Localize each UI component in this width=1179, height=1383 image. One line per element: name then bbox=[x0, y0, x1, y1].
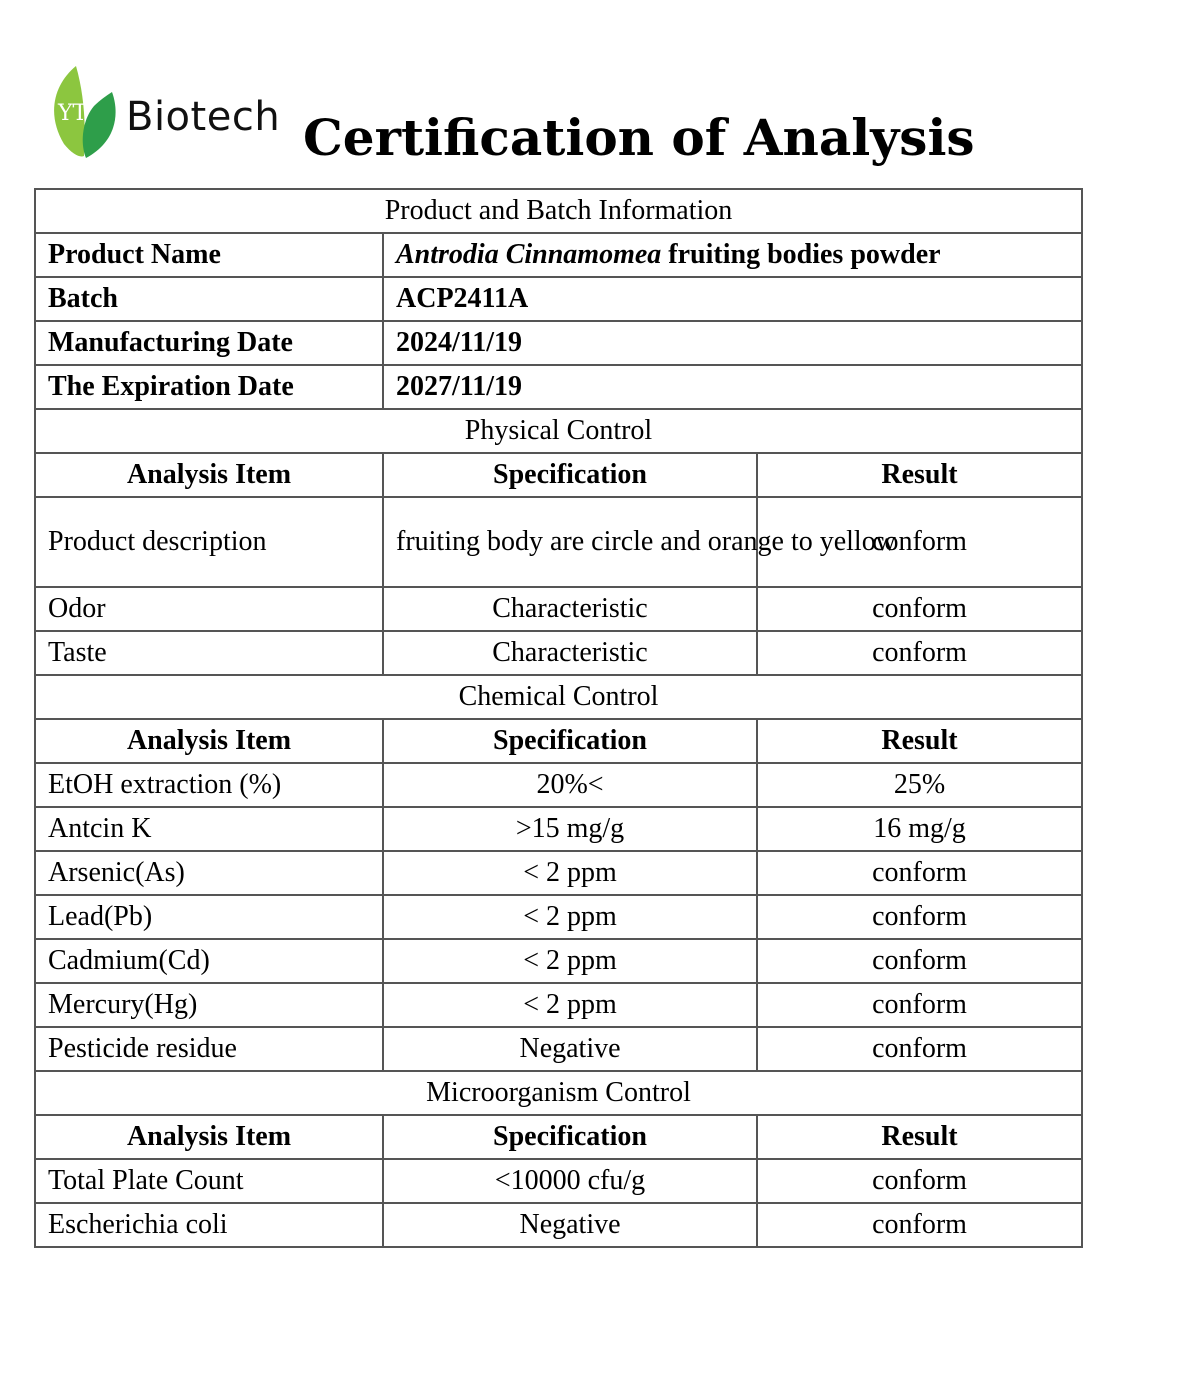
company-logo bbox=[46, 64, 286, 164]
table-row bbox=[35, 631, 1082, 675]
specification: fruiting body are circle and orange to yellow bbox=[383, 497, 757, 587]
analysis-item: Lead(Pb) bbox=[35, 895, 383, 939]
batch-label: Batch bbox=[35, 277, 383, 321]
product-name-value bbox=[383, 233, 1082, 277]
table-row bbox=[35, 807, 1082, 851]
table-row bbox=[35, 851, 1082, 895]
expiration-date-row bbox=[35, 365, 1082, 409]
logo-letter-y: YT bbox=[58, 101, 88, 126]
column-header-item: Analysis Item bbox=[35, 719, 383, 763]
expiration-date-value: 2027/11/19 bbox=[383, 365, 1082, 409]
column-header-row bbox=[35, 719, 1082, 763]
section-title: Chemical Control bbox=[35, 675, 1082, 719]
leaf-logo-icon bbox=[46, 64, 120, 160]
table-row bbox=[35, 497, 1082, 587]
section-row-product-info bbox=[35, 189, 1082, 233]
analysis-item: Escherichia coli bbox=[35, 1203, 383, 1247]
analysis-table bbox=[34, 188, 1083, 1248]
specification: >15 mg/g bbox=[383, 807, 757, 851]
analysis-item: Taste bbox=[35, 631, 383, 675]
table-row bbox=[35, 763, 1082, 807]
result: conform bbox=[757, 587, 1082, 631]
specification: < 2 ppm bbox=[383, 983, 757, 1027]
analysis-item: Cadmium(Cd) bbox=[35, 939, 383, 983]
column-header-row bbox=[35, 1115, 1082, 1159]
analysis-item: Odor bbox=[35, 587, 383, 631]
result: conform bbox=[757, 939, 1082, 983]
result: conform bbox=[757, 631, 1082, 675]
analysis-item: Pesticide residue bbox=[35, 1027, 383, 1071]
column-header-result: Result bbox=[757, 719, 1082, 763]
section-row-chemical bbox=[35, 675, 1082, 719]
analysis-item: Antcin K bbox=[35, 807, 383, 851]
product-name-label: Product Name bbox=[35, 233, 383, 277]
analysis-item: EtOH extraction (%) bbox=[35, 763, 383, 807]
result: conform bbox=[757, 895, 1082, 939]
manufacturing-date-label: Manufacturing Date bbox=[35, 321, 383, 365]
product-name-species: Antrodia Cinnamomea bbox=[396, 239, 662, 270]
specification: Negative bbox=[383, 1027, 757, 1071]
column-header-row bbox=[35, 453, 1082, 497]
result: conform bbox=[757, 851, 1082, 895]
logo-wordmark: Biotech bbox=[126, 94, 281, 140]
result: conform bbox=[757, 983, 1082, 1027]
column-header-item: Analysis Item bbox=[35, 453, 383, 497]
column-header-item: Analysis Item bbox=[35, 1115, 383, 1159]
table-row bbox=[35, 587, 1082, 631]
section-title: Microorganism Control bbox=[35, 1071, 1082, 1115]
specification: 20%< bbox=[383, 763, 757, 807]
specification: < 2 ppm bbox=[383, 851, 757, 895]
column-header-spec: Specification bbox=[383, 1115, 757, 1159]
result: 16 mg/g bbox=[757, 807, 1082, 851]
column-header-result: Result bbox=[757, 1115, 1082, 1159]
specification: Characteristic bbox=[383, 631, 757, 675]
result: 25% bbox=[757, 763, 1082, 807]
section-row-microorganism bbox=[35, 1071, 1082, 1115]
product-name-suffix: fruiting bodies powder bbox=[661, 239, 941, 270]
manufacturing-date-row bbox=[35, 321, 1082, 365]
analysis-item: Total Plate Count bbox=[35, 1159, 383, 1203]
column-header-result: Result bbox=[757, 453, 1082, 497]
manufacturing-date-value: 2024/11/19 bbox=[383, 321, 1082, 365]
table-row bbox=[35, 983, 1082, 1027]
column-header-spec: Specification bbox=[383, 719, 757, 763]
document-title: Certification of Analysis bbox=[303, 108, 975, 167]
analysis-item: Arsenic(As) bbox=[35, 851, 383, 895]
section-title: Product and Batch Information bbox=[35, 189, 1082, 233]
specification: <10000 cfu/g bbox=[383, 1159, 757, 1203]
batch-row bbox=[35, 277, 1082, 321]
specification: < 2 ppm bbox=[383, 895, 757, 939]
table-row bbox=[35, 895, 1082, 939]
table-row bbox=[35, 1203, 1082, 1247]
expiration-date-label: The Expiration Date bbox=[35, 365, 383, 409]
section-title: Physical Control bbox=[35, 409, 1082, 453]
table-row bbox=[35, 1027, 1082, 1071]
table-row bbox=[35, 939, 1082, 983]
batch-value: ACP2411A bbox=[383, 277, 1082, 321]
analysis-item: Mercury(Hg) bbox=[35, 983, 383, 1027]
result: conform bbox=[757, 497, 1082, 587]
table-row bbox=[35, 1159, 1082, 1203]
specification: Negative bbox=[383, 1203, 757, 1247]
section-row-physical bbox=[35, 409, 1082, 453]
specification: < 2 ppm bbox=[383, 939, 757, 983]
specification: Characteristic bbox=[383, 587, 757, 631]
result: conform bbox=[757, 1159, 1082, 1203]
analysis-item: Product description bbox=[35, 497, 383, 587]
product-name-row bbox=[35, 233, 1082, 277]
result: conform bbox=[757, 1203, 1082, 1247]
column-header-spec: Specification bbox=[383, 453, 757, 497]
result: conform bbox=[757, 1027, 1082, 1071]
